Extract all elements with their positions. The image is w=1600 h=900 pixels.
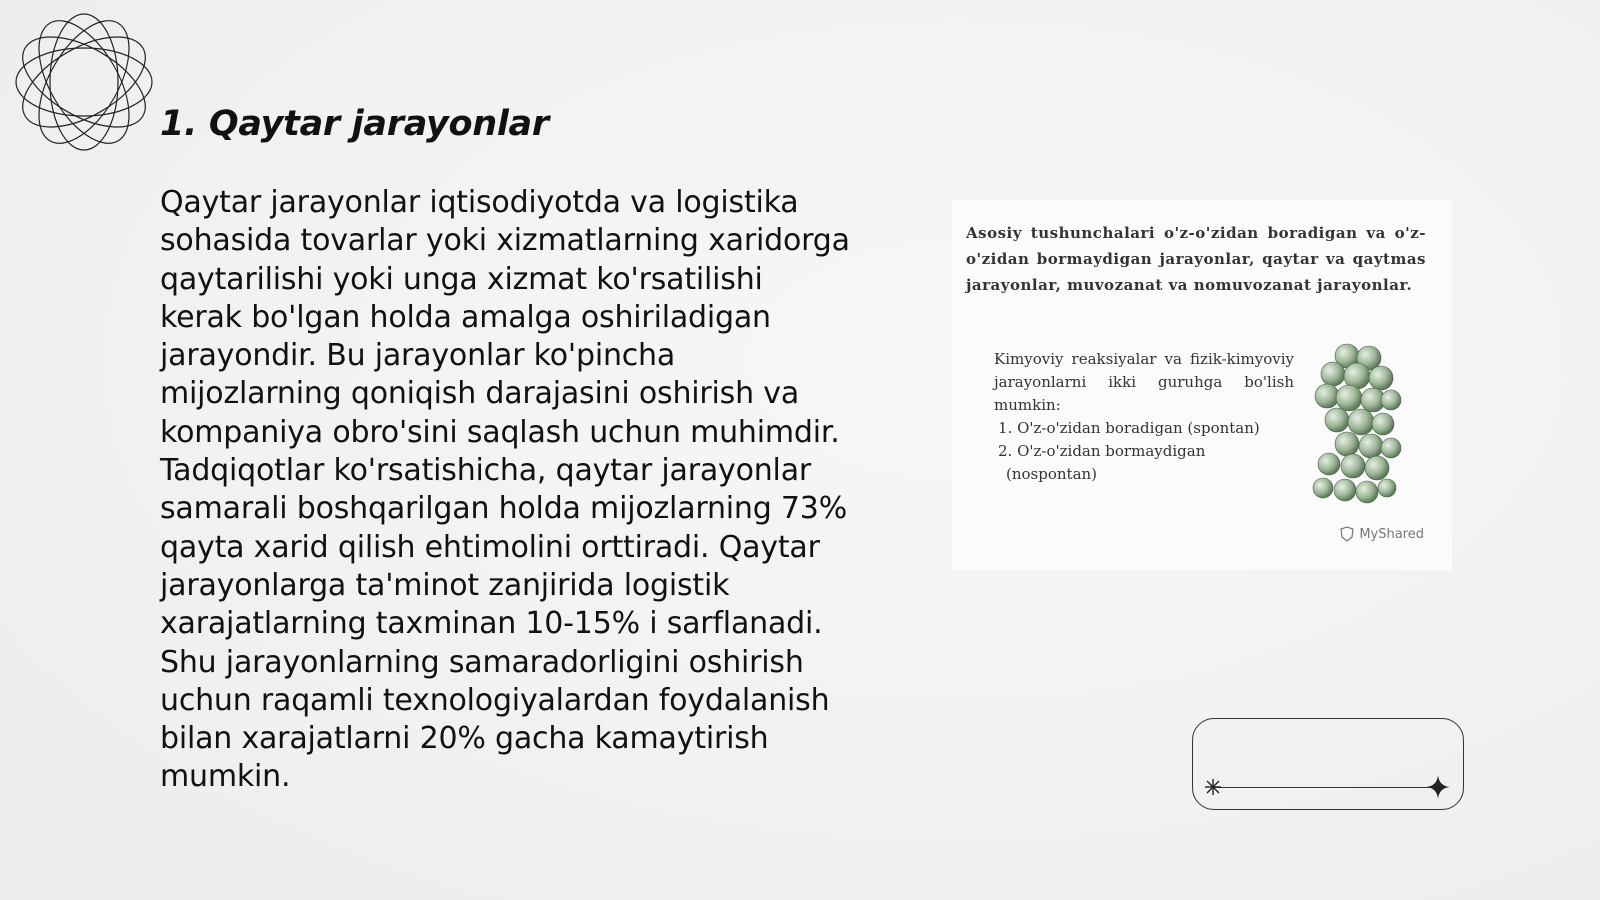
molecule-illustration-icon [1307,338,1407,510]
watermark [1339,526,1424,542]
image-body [994,348,1294,486]
sparkle-icon [1203,777,1223,797]
image-list [994,417,1294,486]
four-point-star-icon [1425,774,1451,800]
slide-title: 1. Qaytar jarayonlar [160,104,549,144]
image-list-item: 2. O'z-o'zidan bormaydigan [998,442,1206,460]
slide-body-text: Qaytar jarayonlar iqtisodiyotda va logistika sohasida tovarlar yoki xizmatlarning xaridorga qaytarilishi yoki unga xizmat ko'rsatilishi kerak bo'lgan holda amalga oshiriladigan jarayondir. Bu jarayonlar ko'pincha mijozlarning qoniqish darajasini oshirish va kompaniya obro'sini saqlash uchun muhimdir. Tadqiqotlar ko'rsatishicha, qaytar jarayonlar samarali boshqarilgan holda mijozlarning 73% qayta xarid qilish ehtimolini orttiradi. Qaytar jarayonlarga ta'minot zanjirida logistik xarajatlarning taxminan 10-15% i sarflanadi. Shu jarayonlarning samaradorligini oshirish uchun raqamli texnologiyalardan foydalanish bilan xarajatlarni 20% gacha kamaytirish mumkin. [160,185,850,795]
decorative-logo-icon [12,10,156,154]
decorative-frame [1192,718,1464,810]
image-list-item: (nospontan) [1006,465,1098,483]
watermark-text: MyShared [1359,526,1424,542]
decorative-line [1213,787,1443,788]
embedded-slide-image [952,200,1452,570]
image-list-item: 1. O'z-o'zidan boradigan (spontan) [998,419,1260,437]
image-intro: Kimyoviy reaksiyalar va fizik-kimyoviy jarayonlarni ikki guruhga bo'lish mumkin: [994,350,1294,414]
shield-logo-icon [1339,526,1355,542]
image-heading: Asosiy tushunchalari o'z-o'zidan boradigan va o'z-o'zidan bormaydigan jarayonlar, qaytar va qaytmas jarayonlar, muvozanat va nomuvozanat jarayonlar. [966,224,1426,294]
